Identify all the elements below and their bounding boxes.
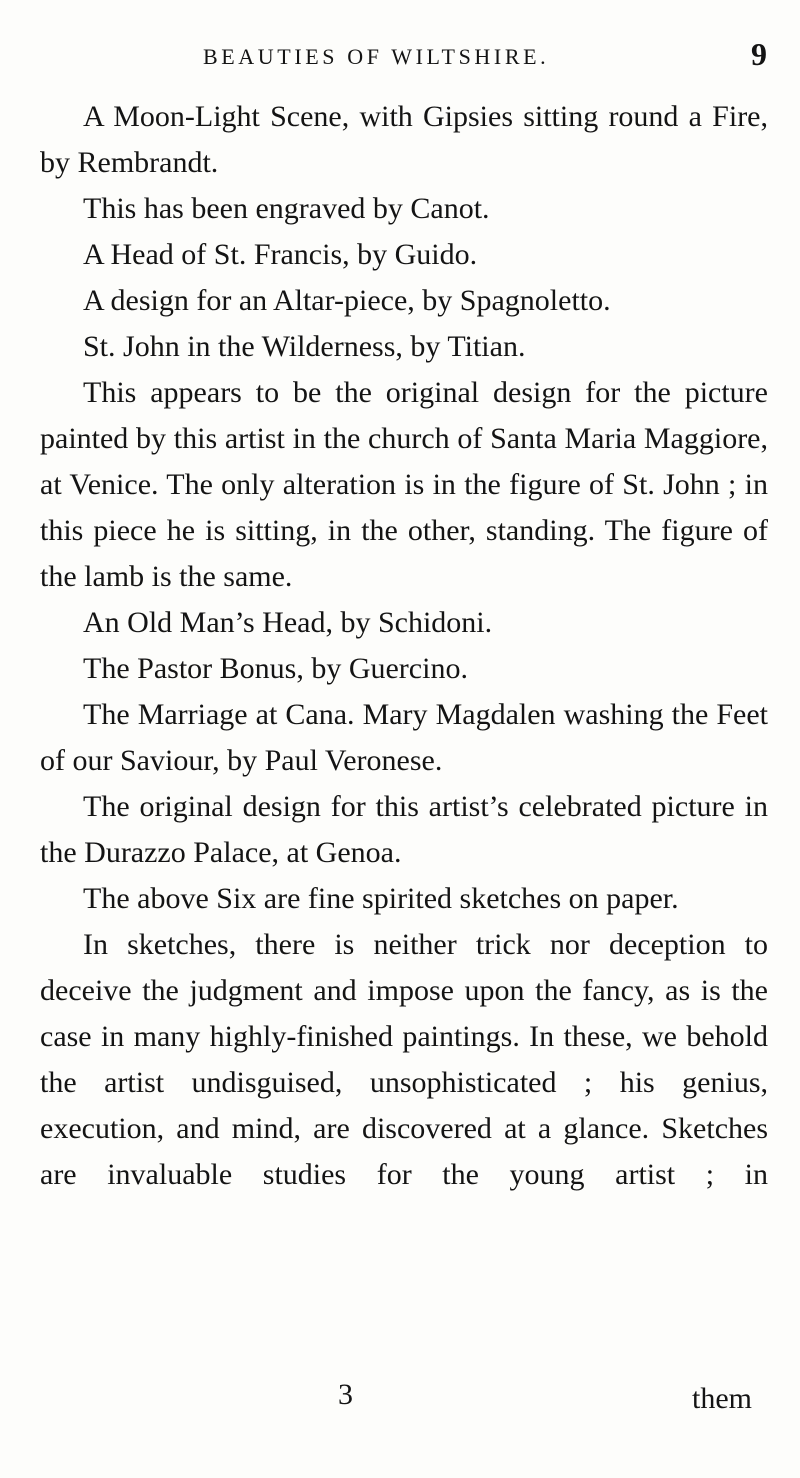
paragraph-in-sketches: In sketches, there is neither trick nor deception to deceive the judgment and impose upon the fancy, as is the case in many highly-finished paintings. In these, we behold the artist undisguised, unsophisticated ; his genius, execution, and mind, are discovered at a glance. Sketches are invaluable studies for the young artist ; in <box>40 928 768 1191</box>
page-number: 9 <box>751 36 767 72</box>
paragraph-pastor-bonus: The Pastor Bonus, by Guercino. <box>83 652 468 685</box>
paragraph-durazzo-palace: The original design for this artist’s celebrated picture in the Durazzo Palace, at Genoa. <box>40 790 768 869</box>
paragraph-engraved-canot: This has been engraved by Canot. <box>83 192 490 225</box>
paragraph-moonlight-scene: A Moon-Light Scene, with Gipsies sitting round a Fire, by Rembrandt. <box>40 100 768 179</box>
signature-mark: 3 <box>338 1378 353 1411</box>
paragraph-original-design-titian: This appears to be the original design for the picture painted by this artist in the church of Santa Maria Maggiore, at Venice. The only alteration is in the figure of St. John ; in this piece he is sitting, in the other, standing. The figure of the lamb is the same. <box>40 376 768 593</box>
page-footer <box>0 1374 800 1420</box>
running-head <box>0 36 800 80</box>
catchword: them <box>692 1382 752 1415</box>
paragraph-old-mans-head: An Old Man’s Head, by Schidoni. <box>83 606 493 639</box>
running-title: BEAUTIES OF WILTSHIRE. <box>203 44 550 69</box>
paragraph-above-six: The above Six are fine spirited sketches on paper. <box>83 882 679 915</box>
paragraph-head-st-francis: A Head of St. Francis, by Guido. <box>83 238 478 271</box>
paragraph-st-john-wilderness: St. John in the Wilderness, by Titian. <box>83 330 526 363</box>
body-text <box>40 94 768 1198</box>
paragraph-altar-piece: A design for an Altar-piece, by Spagnoletto. <box>83 284 611 317</box>
paragraph-marriage-at-cana: The Marriage at Cana. Mary Magdalen washing the Feet of our Saviour, by Paul Veronese. <box>40 698 768 777</box>
